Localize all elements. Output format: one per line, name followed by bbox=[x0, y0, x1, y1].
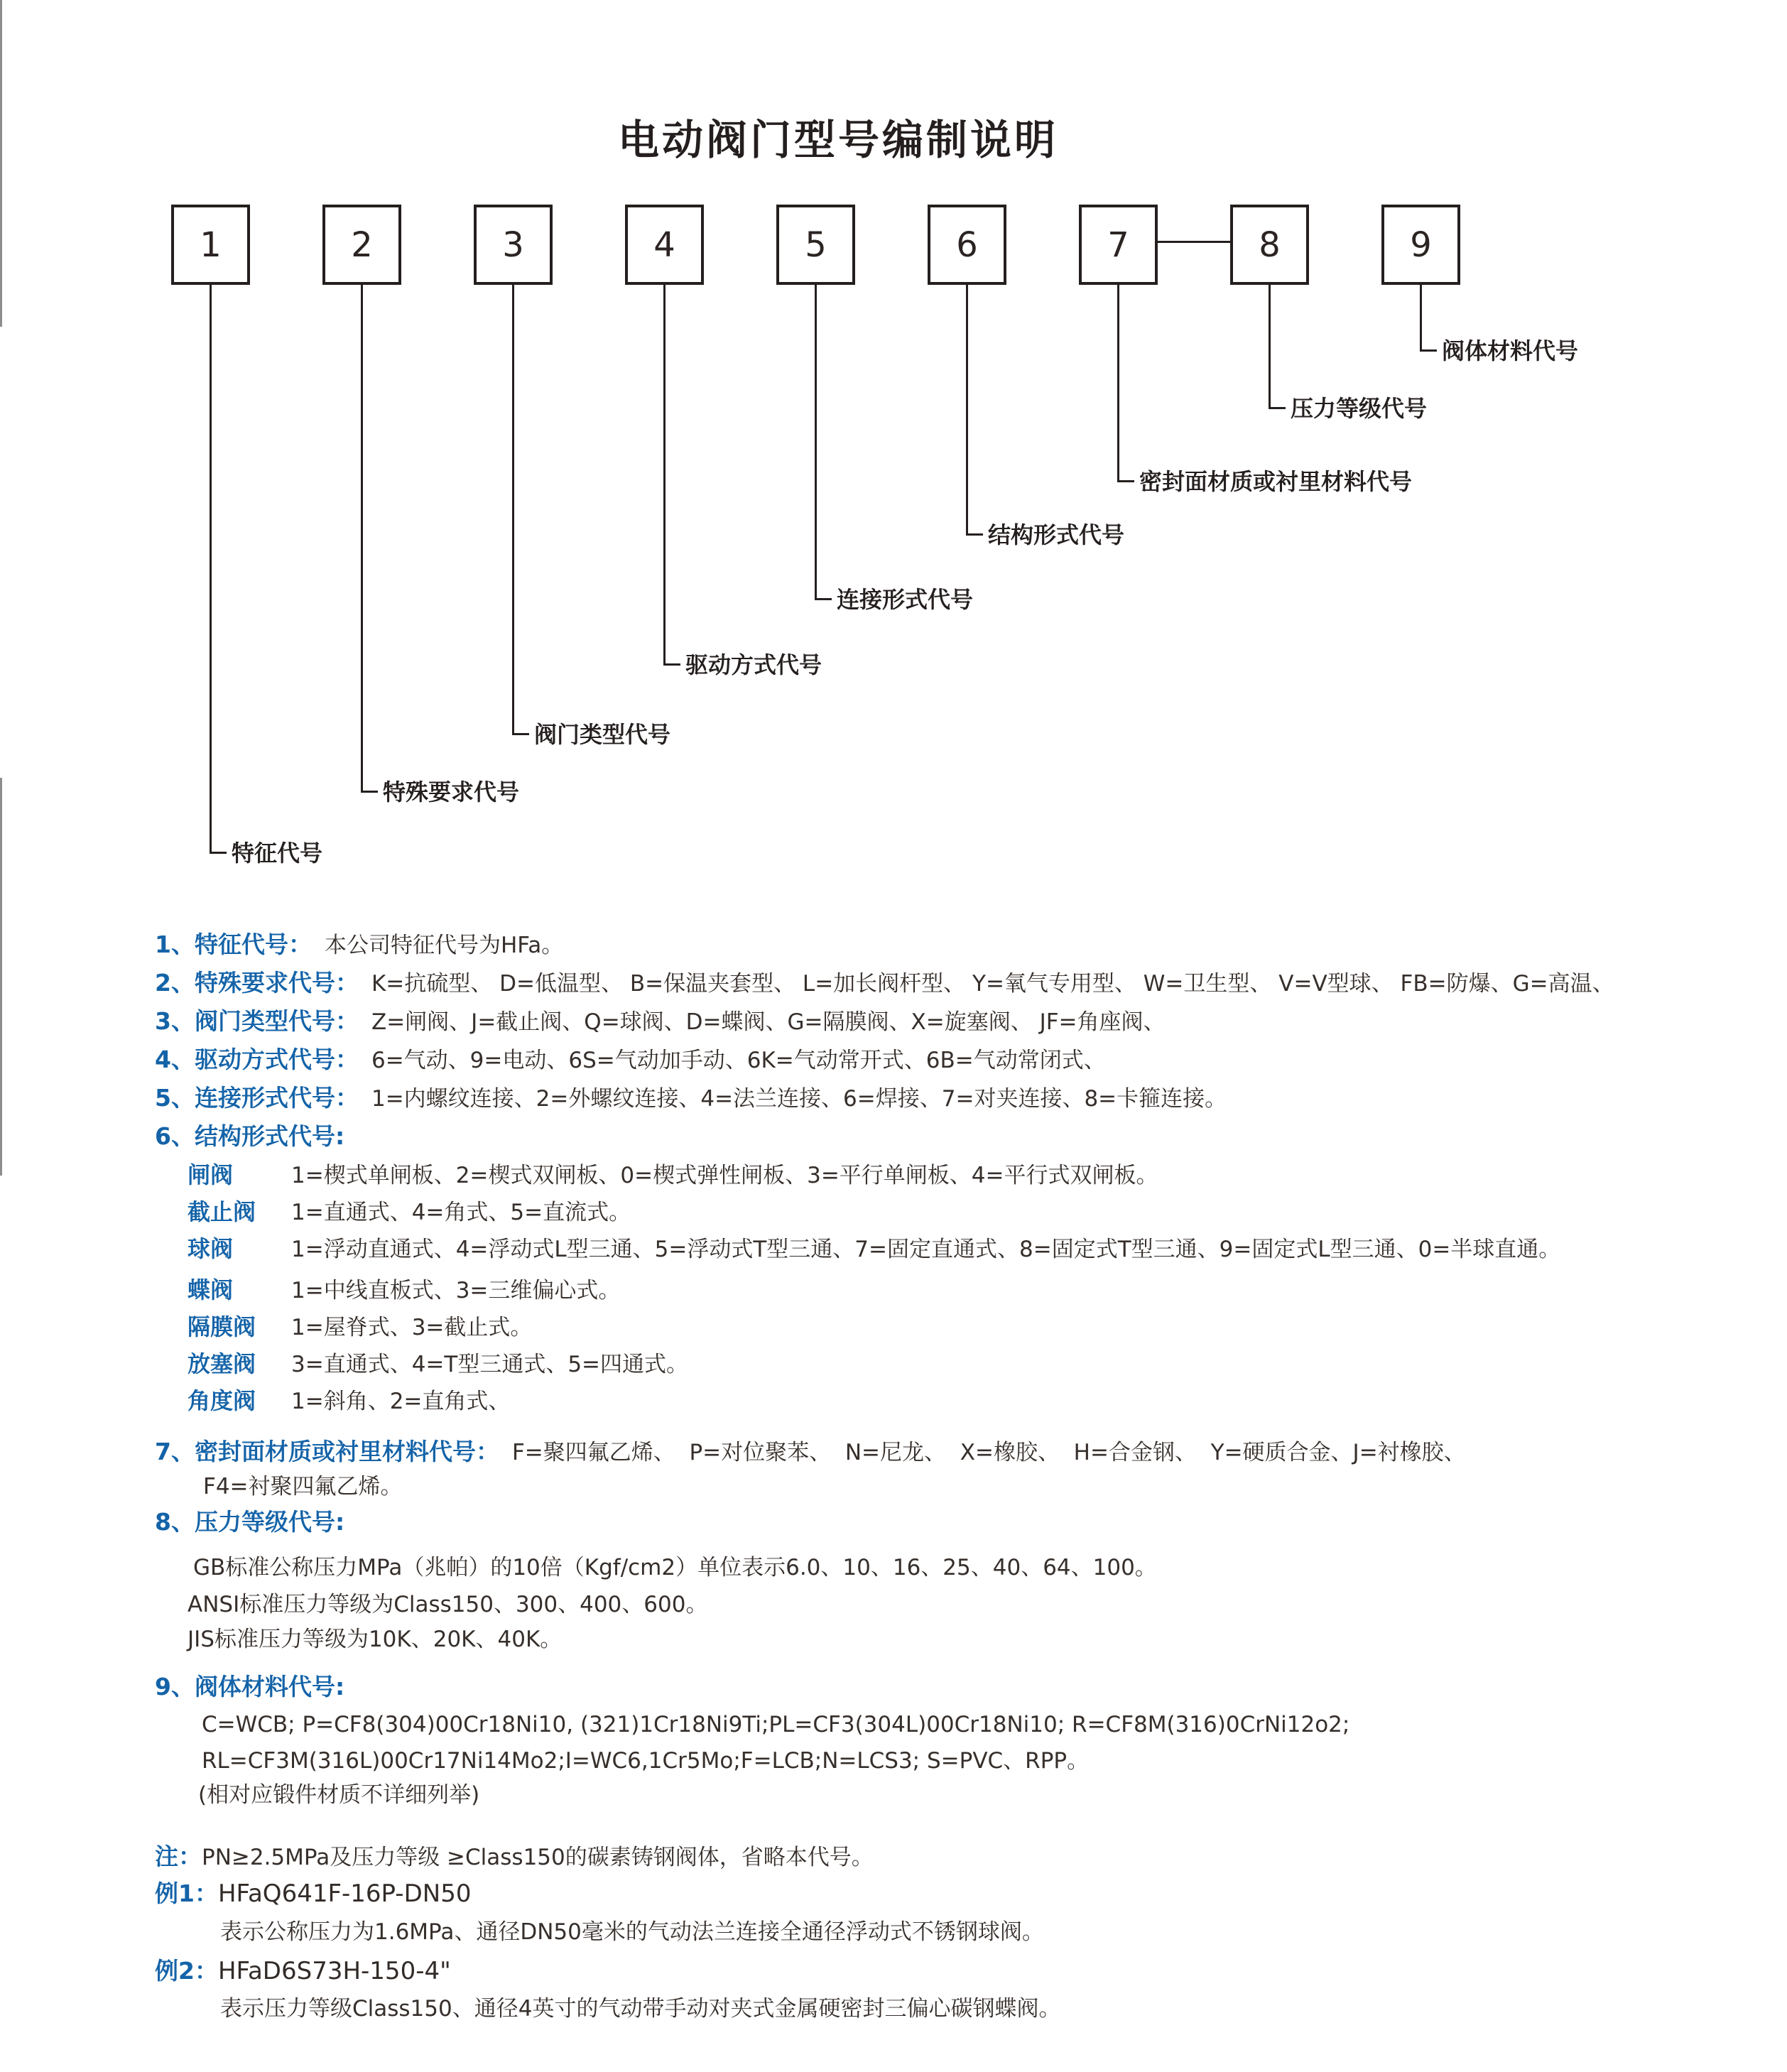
section9-line-1 bbox=[202, 1706, 1349, 1743]
section-content: F=聚四氟乙烯、 P=对位聚苯、 N=尼龙、 X=橡胶、 H=合金钢、 Y=硬质合金、J=衬橡胶、 bbox=[511, 1440, 1466, 1465]
section-content: ANSI标准压力等级为Class150、300、400、600。 bbox=[188, 1592, 708, 1617]
model-box-2: 2 bbox=[322, 205, 401, 285]
diagram-label-connection-form-code: 连接形式代号 bbox=[837, 586, 974, 613]
section-number: 3、 bbox=[155, 1007, 195, 1035]
section-row-4 bbox=[155, 1041, 1106, 1079]
section9-line-3 bbox=[198, 1777, 479, 1813]
structure-row-gate-valve bbox=[188, 1156, 1158, 1194]
section-row-7 bbox=[155, 1433, 1466, 1471]
valve-type-values: 1=浮动直通式、4=浮动式L型三通、5=浮动式T型三通、7=固定直通式、8=固定式T型三通、9=固定式L型三通、0=半球直通。 bbox=[291, 1237, 1561, 1262]
section-content: GB标准公称压力MPa（兆帕）的10倍（Kgf/cm2）单位表示6.0、10、16、25、40、64、100。 bbox=[193, 1555, 1157, 1580]
diagram-label-sealing-material-code: 密封面材质或衬里材料代号 bbox=[1139, 468, 1413, 495]
valve-type-label: 球阀 bbox=[188, 1235, 234, 1262]
section-title: 特殊要求代号： bbox=[194, 969, 359, 997]
elbow-tick-6 bbox=[966, 533, 983, 536]
section-title: 结构形式代号: bbox=[194, 1122, 345, 1150]
section9-line-2 bbox=[202, 1742, 1089, 1779]
diagram-label-drive-mode-code: 驱动方式代号 bbox=[685, 651, 822, 678]
model-box-4: 4 bbox=[625, 205, 704, 285]
section-row-5 bbox=[155, 1080, 1227, 1117]
example2-row bbox=[155, 1953, 451, 1990]
valve-type-label: 截止阀 bbox=[188, 1198, 256, 1225]
elbow-tick-9 bbox=[1420, 349, 1437, 352]
valve-type-values: 1=斜角、2=直角式、 bbox=[291, 1389, 511, 1414]
section-row-3 bbox=[155, 1003, 1166, 1041]
section-title: 阀门类型代号： bbox=[194, 1007, 359, 1035]
model-box-8: 8 bbox=[1230, 205, 1309, 285]
example1-model-number: HFaQ641F-16P-DN50 bbox=[217, 1880, 472, 1908]
elbow-tick-1 bbox=[210, 852, 227, 854]
example2-model-number: HFaD6S73H-150-4" bbox=[217, 1957, 451, 1985]
elbow-tick-7 bbox=[1117, 480, 1134, 482]
structure-row-diaphragm-valve bbox=[188, 1308, 532, 1346]
drop-line-5 bbox=[815, 285, 817, 600]
structure-row-plug-valve bbox=[188, 1345, 688, 1383]
valve-type-label: 闸阀 bbox=[188, 1161, 234, 1188]
section-content: 本公司特征代号为HFa。 bbox=[324, 933, 564, 958]
valve-type-label: 放塞阀 bbox=[188, 1350, 256, 1377]
note-text: PN≥2.5MPa及压力等级 ≥Class150的碳素铸钢阀体，省略本代号。 bbox=[202, 1845, 874, 1870]
section-content: JIS标准压力等级为10K、20K、40K。 bbox=[188, 1627, 563, 1652]
section-number: 5、 bbox=[155, 1084, 195, 1112]
section-content: K=抗硫型、 D=低温型、 B=保温夹套型、 L=加长阀杆型、 Y=氧气专用型、 W=卫生型、 V=V型球、 FB=防爆、G=高温、 bbox=[371, 971, 1614, 997]
drop-line-7 bbox=[1117, 285, 1119, 482]
model-box-9: 9 bbox=[1381, 205, 1460, 285]
drop-line-4 bbox=[663, 285, 666, 665]
section-row-1 bbox=[155, 926, 563, 964]
elbow-tick-8 bbox=[1269, 407, 1286, 409]
section-row-6 bbox=[155, 1118, 357, 1156]
section-number: 1、 bbox=[155, 931, 195, 958]
section-title: 连接形式代号： bbox=[194, 1084, 359, 1112]
section-title: 压力等级代号: bbox=[194, 1508, 345, 1536]
example2-label: 例2： bbox=[155, 1957, 218, 1985]
valve-type-label: 角度阀 bbox=[188, 1387, 256, 1414]
section-number: 8、 bbox=[155, 1508, 195, 1536]
note-label: 注： bbox=[155, 1843, 202, 1870]
section-content: RL=CF3M(316L)00Cr17Ni14Mo2;I=WC6,1Cr5Mo;F=LCB;N=LCS3; S=PVC、RPP。 bbox=[202, 1748, 1090, 1774]
section8-line-gb bbox=[193, 1549, 1157, 1586]
section-content: 6=气动、9=电动、6S=气动加手动、6K=气动常开式、6B=气动常闭式、 bbox=[371, 1048, 1106, 1073]
diagram-label-pressure-class-code: 压力等级代号 bbox=[1291, 395, 1428, 422]
section-number: 7、 bbox=[155, 1438, 195, 1465]
section7-line2 bbox=[203, 1468, 403, 1505]
model-box-5: 5 bbox=[776, 205, 855, 285]
page-edge-mark-bottom bbox=[0, 778, 2, 1176]
section-content: (相对应锻件材质不详细列举) bbox=[198, 1782, 480, 1808]
structure-row-angle-valve bbox=[188, 1382, 510, 1420]
valve-type-values: 1=楔式单闸板、2=楔式双闸板、0=楔式弹性闸板、3=平行单闸板、4=平行式双闸板。 bbox=[291, 1163, 1158, 1188]
example-description-text: 表示公称压力为1.6MPa、通径DN50毫米的气动法兰连接全通径浮动式不锈钢球阀。 bbox=[220, 1919, 1044, 1945]
section-number: 4、 bbox=[155, 1046, 195, 1073]
elbow-tick-4 bbox=[663, 663, 680, 666]
model-box-6: 6 bbox=[928, 205, 1006, 285]
valve-type-values: 1=屋脊式、3=截止式。 bbox=[291, 1315, 533, 1340]
elbow-tick-2 bbox=[361, 791, 378, 793]
drop-line-2 bbox=[361, 285, 363, 792]
diagram-label-structure-form-code: 结构形式代号 bbox=[988, 521, 1125, 548]
example-description-text: 表示压力等级Class150、通径4英寸的气动带手动对夹式金属硬密封三偏心碳钢蝶阀。 bbox=[220, 1996, 1061, 2022]
page-title: 电动阀门型号编制说明 bbox=[617, 116, 1058, 164]
drop-line-8 bbox=[1269, 285, 1271, 408]
section-row-8 bbox=[155, 1504, 357, 1541]
example1-description bbox=[220, 1914, 1044, 1951]
valve-type-label: 蝶阀 bbox=[188, 1276, 234, 1303]
structure-row-ball-valve bbox=[188, 1230, 1560, 1268]
section8-line-jis bbox=[188, 1621, 562, 1658]
section-row-9 bbox=[155, 1669, 357, 1706]
valve-type-values: 3=直通式、4=T型三通式、5=四通式。 bbox=[291, 1352, 689, 1377]
structure-row-butterfly-valve bbox=[188, 1271, 620, 1309]
model-box-7: 7 bbox=[1079, 205, 1158, 285]
valve-type-label: 隔膜阀 bbox=[188, 1313, 256, 1340]
model-box-1: 1 bbox=[171, 205, 250, 285]
section-title: 驱动方式代号： bbox=[194, 1046, 359, 1073]
section-number: 2、 bbox=[155, 969, 195, 997]
drop-line-1 bbox=[210, 285, 212, 853]
example2-description bbox=[220, 1990, 1060, 2027]
structure-row-globe-valve bbox=[188, 1193, 631, 1231]
section-content: 1=内螺纹连接、2=外螺纹连接、4=法兰连接、6=焊接、7=对夹连接、8=卡箍连接。 bbox=[371, 1086, 1227, 1112]
valve-type-values: 1=中线直板式、3=三维偏心式。 bbox=[291, 1278, 621, 1303]
drop-line-9 bbox=[1420, 285, 1422, 351]
section-content: Z=闸阀、J=截止阀、Q=球阀、D=蝶阀、G=隔膜阀、X=旋塞阀、 JF=角座阀、 bbox=[371, 1009, 1166, 1035]
valve-type-values: 1=直通式、4=角式、5=直流式。 bbox=[291, 1200, 631, 1225]
section-title: 特征代号： bbox=[194, 931, 312, 958]
section8-line-ansi bbox=[188, 1586, 707, 1623]
example1-label: 例1： bbox=[155, 1880, 218, 1907]
section-row-2 bbox=[155, 965, 1614, 1002]
example1-row bbox=[155, 1875, 471, 1913]
section-content: F4=衬聚四氟乙烯。 bbox=[203, 1474, 403, 1499]
diagram-label-body-material-code: 阀体材料代号 bbox=[1442, 337, 1579, 364]
box7-box8-connector-line bbox=[1158, 241, 1230, 243]
drop-line-3 bbox=[512, 285, 514, 734]
section-title: 阀体材料代号: bbox=[194, 1673, 345, 1701]
diagram-label-special-requirement-code: 特殊要求代号 bbox=[383, 779, 520, 806]
section-title: 密封面材质或衬里材料代号： bbox=[194, 1438, 499, 1465]
elbow-tick-3 bbox=[512, 733, 529, 735]
model-box-3: 3 bbox=[474, 205, 553, 285]
diagram-label-valve-type-code: 阀门类型代号 bbox=[534, 721, 671, 748]
section-number: 6、 bbox=[155, 1122, 195, 1150]
elbow-tick-5 bbox=[815, 598, 832, 600]
section-content: C=WCB; P=CF8(304)00Cr18Ni10, (321)1Cr18Ni9Ti;PL=CF3(304L)00Cr18Ni10; R=CF8M(316)0CrNi12o2; bbox=[202, 1712, 1350, 1737]
drop-line-6 bbox=[966, 285, 968, 535]
section-number: 9、 bbox=[155, 1673, 195, 1701]
note-row bbox=[155, 1838, 874, 1876]
diagram-label-feature-code: 特征代号 bbox=[232, 840, 323, 867]
